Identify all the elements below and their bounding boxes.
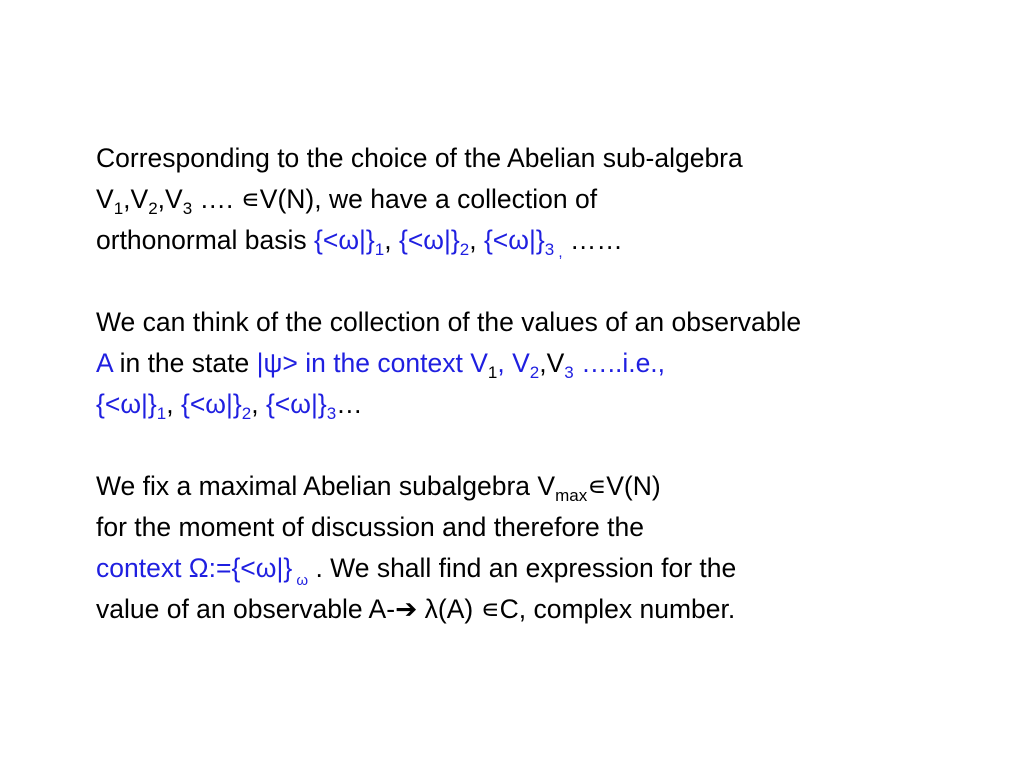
value-set-3: $\{<\omega|\}_3$ [265, 389, 337, 423]
value-set-1: $\{<\omega|\}_1$ [96, 389, 167, 423]
paragraph-gap [96, 425, 1016, 466]
value-set-2: $\{<\omega|\}_2$ [180, 389, 252, 423]
paragraph-2-line-2: A in the state |ψ> in the context $V_1$, $V_2,V_3$ …..i.e., [96, 348, 666, 382]
state-context: |ψ> in the context V [256, 348, 488, 378]
right-arrow-icon: ➔ [395, 594, 418, 624]
paragraph-gap [96, 261, 1016, 302]
observable-a: A [96, 348, 113, 378]
paragraph-1-line-2: $V_1,V_2,V_3$ …. ∊V(N), we have a collection of [96, 184, 598, 218]
paragraph-3-line-1: We fix a maximal Abelian subalgebra $V_{max}∊V(N)$ [96, 471, 661, 505]
paragraph-1-line-1: Corresponding to the choice of the Abelian sub-algebra [96, 143, 743, 173]
slide-body [96, 138, 1016, 630]
paragraph-3-line-3: context Ω:={<ω|} $_\omega$ . We shall find an expression for the [96, 553, 737, 589]
paragraph-2-line-1: We can think of the collection of the values of an observable [96, 307, 802, 337]
context-omega: context Ω:={<ω|} $_\omega$ [96, 553, 309, 589]
basis-set-2: $\{<\omega|\}_2$ [398, 225, 470, 259]
paragraph-1-line-3: orthonormal basis $\{<\omega|\}_1$, $\{<\omega|\}_2$, $\{<\omega|\}_3$ $_,$ …… [96, 225, 623, 261]
paragraph-3-line-4: value of an observable A-➔ λ(A) ∊C, complex number. [96, 589, 1016, 630]
paragraph-2-line-3: $\{<\omega|\}_1$, $\{<\omega|\}_2$, $\{<\omega|\}_3\dots$ [96, 389, 363, 423]
paragraph-3-line-2: for the moment of discussion and therefore the [96, 512, 644, 542]
basis-set-3: $\{<\omega|\}_3$ $_,$ [483, 225, 563, 261]
basis-set-1: $\{<\omega|\}_1$ [314, 225, 385, 259]
